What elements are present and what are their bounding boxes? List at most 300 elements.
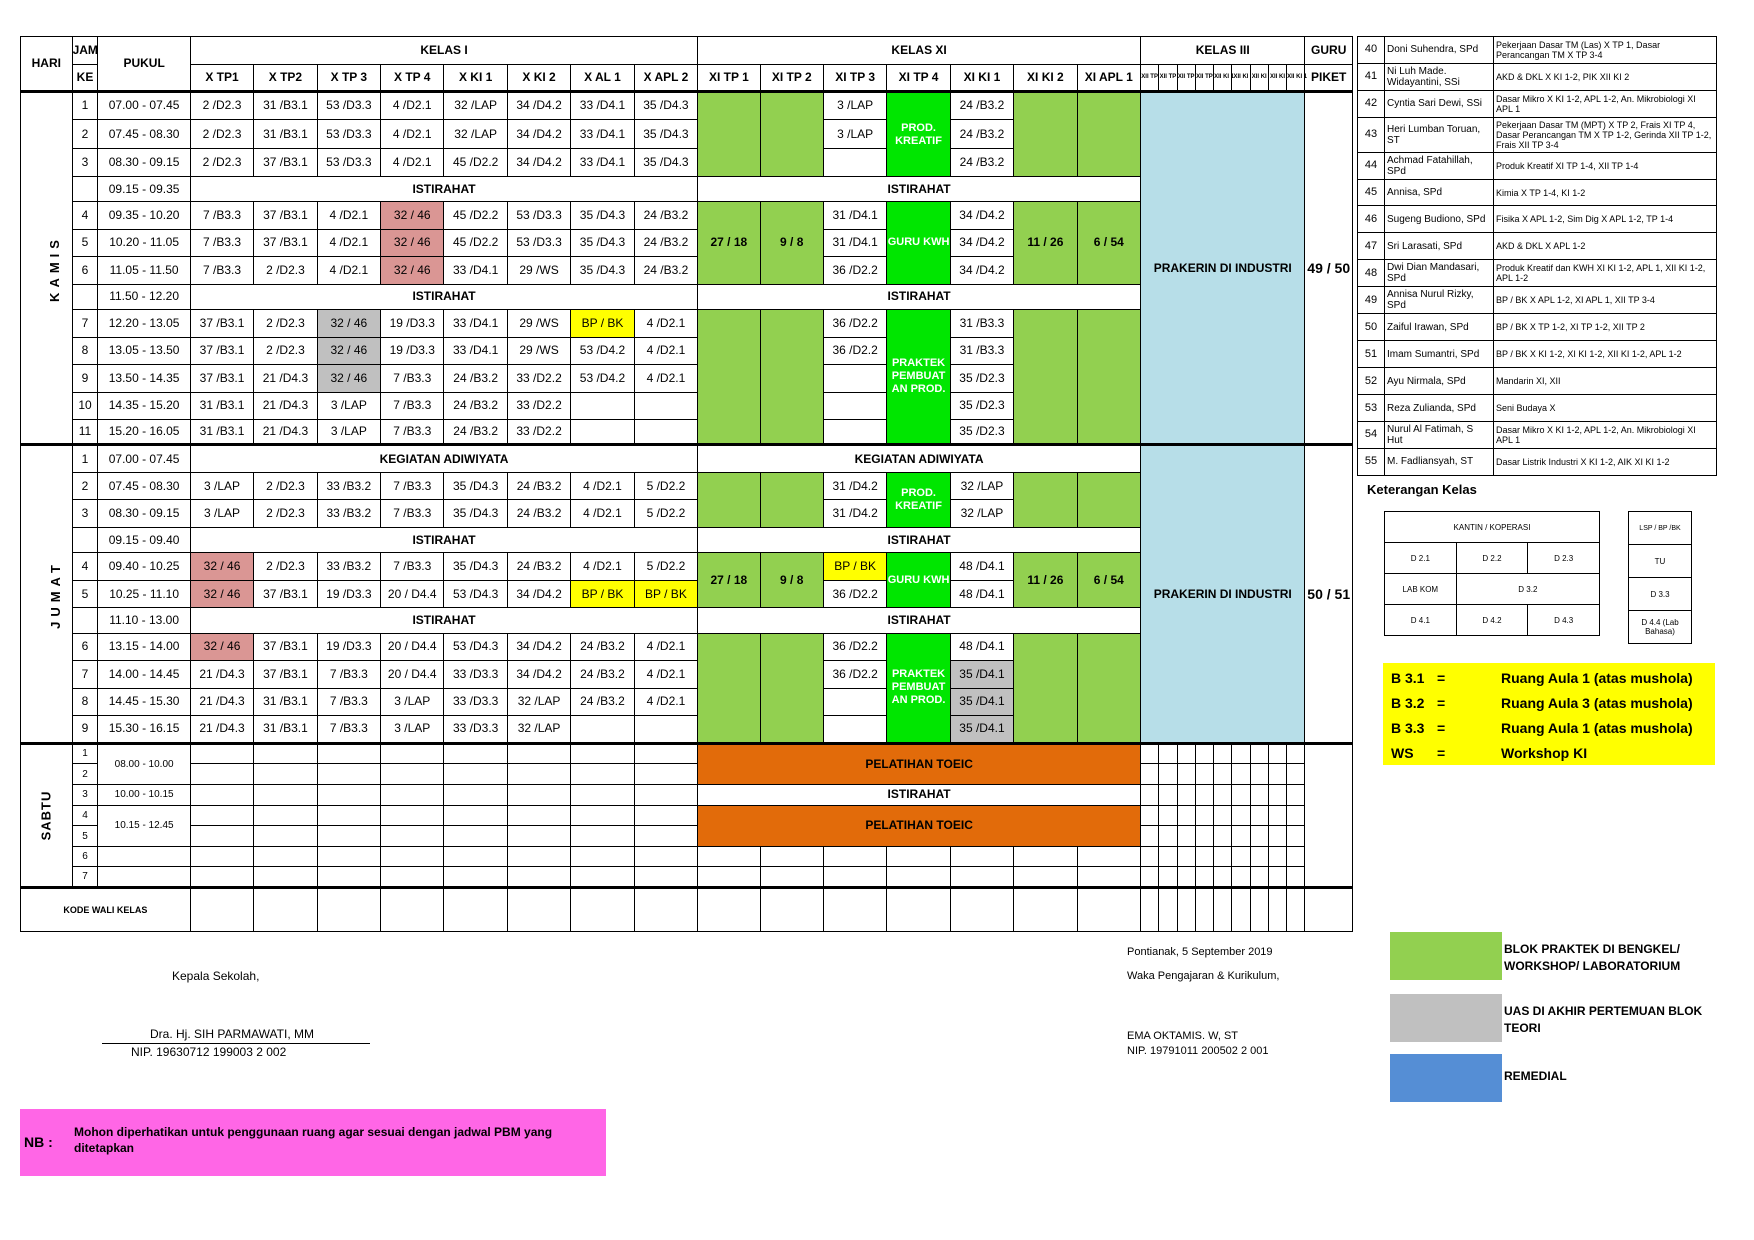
kode-cell — [1077, 888, 1140, 932]
schedule-cell — [444, 764, 507, 785]
teacher-row — [1358, 206, 1717, 233]
class-header: XII TP — [1177, 64, 1195, 92]
xi-cell: 9 / 8 — [760, 202, 823, 285]
class-header: XII KI 1 — [1214, 64, 1232, 92]
room-code: B 3.1 — [1391, 670, 1425, 686]
xii-cell — [1195, 805, 1213, 826]
schedule-cell: 2 /D2.3 — [254, 257, 317, 285]
schedule-cell — [507, 743, 570, 764]
teacher-number: 42 — [1358, 90, 1385, 117]
schedule-cell: 7 /B3.3 — [317, 661, 380, 689]
jam-ke — [72, 608, 98, 633]
xi-ki1-cell: 31 /B3.3 — [950, 310, 1013, 338]
schedule-cell — [507, 867, 570, 888]
schedule-cell: 35 /D4.3 — [571, 202, 634, 230]
xi-cell — [950, 867, 1013, 888]
xii-cell — [1232, 784, 1250, 805]
pukul: 11.50 - 12.20 — [98, 284, 190, 309]
teacher-subjects: Pekerjaan Dasar TM (Las) X TP 1, Dasar Perancangan TM X TP 3-4 — [1494, 37, 1717, 64]
schedule-cell: 4 /D2.1 — [381, 149, 444, 177]
schedule-cell — [190, 764, 253, 785]
schedule-cell — [254, 846, 317, 867]
xii-cell — [1268, 743, 1286, 764]
kode-cell — [760, 888, 823, 932]
xi-ki1-cell: 35 /D4.1 — [950, 688, 1013, 716]
schedule-cell — [190, 826, 253, 847]
schedule-cell: 35 /D4.3 — [571, 229, 634, 257]
jam-ke: 8 — [72, 337, 98, 365]
pukul: 09.35 - 10.20 — [98, 202, 190, 230]
class-header: X TP 3 — [317, 64, 380, 92]
class-header: XI TP 3 — [823, 64, 886, 92]
kode-cell — [444, 888, 507, 932]
schedule-cell: 32 /LAP — [444, 92, 507, 120]
schedule-cell: 35 /D4.3 — [444, 500, 507, 528]
schedule-cell: 29 /WS — [507, 337, 570, 365]
xii-cell — [1195, 867, 1213, 888]
schedule-cell: 32 / 46 — [317, 337, 380, 365]
plan-room: D 4.3 — [1528, 605, 1600, 636]
schedule-cell: 32 /LAP — [444, 119, 507, 149]
xi-tp3-cell — [823, 392, 886, 420]
class-header: X TP2 — [254, 64, 317, 92]
schedule-cell: 4 /D2.1 — [571, 553, 634, 581]
schedule-cell — [507, 846, 570, 867]
xii-cell — [1214, 826, 1232, 847]
break-label: ISTIRAHAT — [698, 284, 1141, 309]
kode-cell — [1232, 888, 1250, 932]
schedule-cell: 7 /B3.3 — [381, 553, 444, 581]
schedule-cell: 37 /B3.1 — [190, 337, 253, 365]
schedule-cell — [444, 743, 507, 764]
schedule-cell: 37 /B3.1 — [254, 633, 317, 661]
kode-cell — [1177, 888, 1195, 932]
schedule-cell — [317, 846, 380, 867]
schedule-cell: 7 /B3.3 — [381, 420, 444, 445]
xii-cell — [1177, 784, 1195, 805]
teacher-number: 49 — [1358, 287, 1385, 314]
xi-cell — [698, 310, 760, 445]
class-header: X KI 1 — [444, 64, 507, 92]
day-name: KAMIS — [46, 234, 62, 302]
kode-cell — [507, 888, 570, 932]
schedule-cell: 7 /B3.3 — [381, 472, 444, 500]
legend-swatch — [1390, 932, 1502, 980]
schedule-cell: 7 /B3.3 — [381, 392, 444, 420]
class-header: X APL 2 — [634, 64, 698, 92]
schedule-cell — [190, 784, 253, 805]
schedule-cell: 53 /D3.3 — [317, 119, 380, 149]
class-header: XII TP — [1141, 64, 1159, 92]
teacher-row — [1358, 152, 1717, 179]
kepala-name: Dra. Hj. SIH PARMAWATI, MM — [150, 1027, 314, 1041]
schedule-cell: 31 /B3.1 — [254, 688, 317, 716]
day-label — [21, 743, 73, 887]
xi-ki1-cell: 35 /D2.3 — [950, 365, 1013, 393]
teacher-name: Cyntia Sari Dewi, SSi — [1385, 90, 1494, 117]
xi-cell — [760, 867, 823, 888]
xii-cell — [1250, 867, 1268, 888]
floor-plan-side — [1628, 511, 1692, 644]
jam-ke: 5 — [72, 229, 98, 257]
kepala-title: Kepala Sekolah, — [172, 969, 260, 983]
schedule-cell: 37 /B3.1 — [254, 202, 317, 230]
pukul: 07.45 - 08.30 — [98, 119, 190, 149]
teacher-number: 52 — [1358, 368, 1385, 395]
break-label: ISTIRAHAT — [698, 176, 1141, 201]
kode-wali-label: KODE WALI KELAS — [21, 888, 191, 932]
schedule-cell: 37 /B3.1 — [190, 365, 253, 393]
floor-plan — [1384, 511, 1600, 636]
xii-cell — [1268, 867, 1286, 888]
schedule-cell: 2 /D2.3 — [254, 553, 317, 581]
xi-cell: 6 / 54 — [1077, 202, 1140, 285]
schedule-cell: 35 /D4.3 — [444, 472, 507, 500]
schedule-cell: 32 /LAP — [507, 716, 570, 744]
schedule-cell: 32 / 46 — [317, 310, 380, 338]
kode-cell — [571, 888, 634, 932]
teacher-subjects: BP / BK X TP 1-2, XI TP 1-2, XII TP 2 — [1494, 314, 1717, 341]
schedule-cell: 45 /D2.2 — [444, 149, 507, 177]
pukul — [98, 846, 190, 867]
schedule-cell — [571, 826, 634, 847]
xii-cell — [1177, 743, 1195, 764]
jam-ke: 1 — [72, 743, 98, 764]
schedule-cell — [190, 805, 253, 826]
xi-cell — [1014, 310, 1077, 445]
xi-ki1-cell: 35 /D2.3 — [950, 392, 1013, 420]
kode-cell — [950, 888, 1013, 932]
xii-cell — [1159, 846, 1177, 867]
teacher-name: Sugeng Budiono, SPd — [1385, 206, 1494, 233]
xi-ki1-cell: 48 /D4.1 — [950, 580, 1013, 608]
jam-ke: 3 — [72, 500, 98, 528]
kode-cell — [1268, 888, 1286, 932]
teacher-number: 43 — [1358, 117, 1385, 152]
schedule-cell — [190, 867, 253, 888]
schedule-cell — [634, 743, 698, 764]
schedule-cell — [254, 784, 317, 805]
schedule-cell: 33 /D2.2 — [507, 365, 570, 393]
xi-tp3-cell: 36 /D2.2 — [823, 661, 886, 689]
schedule-cell: 53 /D4.3 — [444, 633, 507, 661]
teacher-name: Zaiful Irawan, SPd — [1385, 314, 1494, 341]
note-text: Mohon diperhatikan untuk penggunaan ruang agar sesuai dengan jadwal PBM yang ditetapkan — [74, 1125, 553, 1155]
room-legend — [1383, 663, 1715, 765]
xi-tp4-block: GURU KWH — [887, 553, 950, 608]
xii-cell — [1287, 764, 1305, 785]
xi-cell — [760, 92, 823, 177]
class-header: X AL 1 — [571, 64, 634, 92]
schedule-cell: 34 /D4.2 — [507, 580, 570, 608]
xii-cell — [1214, 867, 1232, 888]
kode-cell — [1195, 888, 1213, 932]
xi-tp4-block: PRAKTEK PEMBUAT AN PROD. — [887, 310, 950, 445]
schedule-cell: 29 /WS — [507, 257, 570, 285]
schedule-cell: 24 /B3.2 — [571, 661, 634, 689]
room-desc: Ruang Aula 1 (atas mushola) — [1501, 670, 1693, 686]
waka-title: Waka Pengajaran & Kurikulum, — [1127, 970, 1280, 982]
xii-cell — [1268, 846, 1286, 867]
schedule-cell: 2 /D2.3 — [254, 472, 317, 500]
schedule-cell: 20 / D4.4 — [381, 661, 444, 689]
xi-cell: 11 / 26 — [1014, 553, 1077, 608]
class-header: X KI 2 — [507, 64, 570, 92]
xii-cell — [1268, 805, 1286, 826]
jam-ke: 8 — [72, 688, 98, 716]
xi-cell: 9 / 8 — [760, 553, 823, 608]
schedule-cell: 32 / 46 — [381, 202, 444, 230]
teacher-number: 55 — [1358, 448, 1385, 475]
break-label: ISTIRAHAT — [698, 527, 1141, 552]
schedule-cell: 3 /LAP — [381, 716, 444, 744]
schedule-cell: 4 /D2.1 — [571, 500, 634, 528]
xi-cell — [1014, 633, 1077, 743]
schedule-cell: 20 / D4.4 — [381, 580, 444, 608]
xi-ki1-cell: 35 /D4.1 — [950, 716, 1013, 744]
schedule-cell — [381, 846, 444, 867]
jam-ke: 11 — [72, 420, 98, 445]
jam-ke: 10 — [72, 392, 98, 420]
schedule-cell: 53 /D3.3 — [317, 149, 380, 177]
xi-tp3-cell: 36 /D2.2 — [823, 580, 886, 608]
legend-label: REMEDIAL — [1504, 1069, 1567, 1083]
xi-tp3-cell: 36 /D2.2 — [823, 257, 886, 285]
teacher-name: M. Fadliansyah, ST — [1385, 448, 1494, 475]
break-label: ISTIRAHAT — [698, 784, 1141, 805]
teacher-row — [1358, 117, 1717, 152]
xii-cell — [1141, 743, 1159, 764]
xii-cell — [1177, 764, 1195, 785]
schedule-cell: 24 /B3.2 — [571, 633, 634, 661]
xii-cell — [1232, 826, 1250, 847]
xii-cell — [1141, 846, 1159, 867]
xi-cell — [1077, 867, 1140, 888]
schedule-cell — [571, 784, 634, 805]
xii-cell — [1214, 743, 1232, 764]
schedule-cell: 2 /D2.3 — [190, 119, 253, 149]
teacher-number: 45 — [1358, 179, 1385, 206]
pukul: 15.30 - 16.15 — [98, 716, 190, 744]
kode-cell — [317, 888, 380, 932]
xi-cell — [1014, 472, 1077, 527]
schedule-cell: 4 /D2.1 — [381, 119, 444, 149]
plan-room: D 4.2 — [1456, 605, 1528, 636]
xi-tp4-block: PROD. KREATIF — [887, 472, 950, 527]
jam-ke — [72, 176, 98, 201]
pukul: 07.00 - 07.45 — [98, 445, 190, 473]
break-label: KEGIATAN ADIWIYATA — [698, 445, 1141, 473]
xi-cell — [698, 472, 760, 527]
xi-ki1-cell: 48 /D4.1 — [950, 633, 1013, 661]
room-desc: Workshop KI — [1501, 745, 1588, 761]
pukul: 11.10 - 13.00 — [98, 608, 190, 633]
xii-cell — [1159, 743, 1177, 764]
xi-cell — [823, 846, 886, 867]
schedule-cell: 33 /D4.1 — [571, 149, 634, 177]
xii-cell — [1268, 826, 1286, 847]
schedule-cell: 53 /D3.3 — [507, 202, 570, 230]
schedule-cell — [571, 846, 634, 867]
teacher-subjects: Produk Kreatif XI TP 1-4, XII TP 1-4 — [1494, 152, 1717, 179]
teacher-name: Doni Suhendra, SPd — [1385, 37, 1494, 64]
kode-cell — [1141, 888, 1159, 932]
room-row — [1383, 745, 1715, 767]
schedule-cell: 34 /D4.2 — [507, 661, 570, 689]
xii-cell — [1141, 764, 1159, 785]
xi-cell — [698, 92, 760, 177]
schedule-cell — [571, 420, 634, 445]
xi-tp3-cell: 31 /D4.2 — [823, 472, 886, 500]
schedule-cell: 4 /D2.1 — [634, 688, 698, 716]
pukul: 10.00 - 10.15 — [98, 784, 190, 805]
schedule-cell: 33 /B3.2 — [317, 500, 380, 528]
pukul: 10.15 - 12.45 — [98, 805, 190, 846]
schedule-cell — [507, 784, 570, 805]
schedule-cell: 32 / 46 — [317, 365, 380, 393]
schedule-cell — [254, 826, 317, 847]
xi-tp4-block: PROD. KREATIF — [887, 92, 950, 177]
xii-cell — [1232, 743, 1250, 764]
break-label: ISTIRAHAT — [190, 176, 697, 201]
pukul — [98, 867, 190, 888]
xii-cell — [1177, 826, 1195, 847]
class-header: XI APL 1 — [1077, 64, 1140, 92]
schedule-cell: 3 /LAP — [381, 688, 444, 716]
header-pukul: PUKUL — [98, 37, 190, 92]
xi-cell — [823, 867, 886, 888]
xii-cell — [1250, 764, 1268, 785]
xi-ki1-cell: 31 /B3.3 — [950, 337, 1013, 365]
schedule-cell: 24 /B3.2 — [507, 500, 570, 528]
schedule-cell: 34 /D4.2 — [507, 633, 570, 661]
schedule-cell: 45 /D2.2 — [444, 202, 507, 230]
side-room: TU — [1629, 545, 1692, 578]
teacher-subjects: Mandarin XI, XII — [1494, 368, 1717, 395]
xii-cell — [1177, 846, 1195, 867]
teacher-row — [1358, 341, 1717, 368]
xii-cell — [1250, 743, 1268, 764]
schedule-cell — [507, 764, 570, 785]
schedule-cell — [317, 764, 380, 785]
xi-ki1-cell: 34 /D4.2 — [950, 257, 1013, 285]
schedule-cell: 19 /D3.3 — [317, 580, 380, 608]
jam-ke: 6 — [72, 633, 98, 661]
class-header: XI TP 4 — [887, 64, 950, 92]
jam-ke — [72, 527, 98, 552]
schedule-cell: 4 /D2.1 — [317, 257, 380, 285]
pukul: 15.20 - 16.05 — [98, 420, 190, 445]
side-title: LSP / BP /BK — [1629, 512, 1692, 545]
xi-cell — [1077, 472, 1140, 527]
schedule-cell: 19 /D3.3 — [381, 310, 444, 338]
signature-line — [102, 1043, 370, 1044]
schedule-cell: 53 /D4.2 — [571, 337, 634, 365]
xii-cell — [1214, 846, 1232, 867]
schedule-cell — [317, 743, 380, 764]
plan-room: D 2.3 — [1528, 543, 1600, 574]
header-jam: JAM — [72, 37, 98, 65]
schedule-cell: 53 /D3.3 — [317, 92, 380, 120]
prakerin-block: PRAKERIN DI INDUSTRI — [1141, 445, 1305, 743]
schedule-cell: 33 /D3.3 — [444, 688, 507, 716]
schedule-cell: 5 /D2.2 — [634, 553, 698, 581]
schedule-cell: 2 /D2.3 — [254, 500, 317, 528]
schedule-cell: 3 /LAP — [190, 500, 253, 528]
jam-ke: 5 — [72, 826, 98, 847]
teacher-name: Ni Luh Made. Widayantini, SSi — [1385, 63, 1494, 90]
toeic-block: PELATIHAN TOEIC — [698, 805, 1141, 846]
schedule-cell: 24 /B3.2 — [444, 392, 507, 420]
xi-cell — [950, 846, 1013, 867]
xi-ki1-cell: 48 /D4.1 — [950, 553, 1013, 581]
teacher-name: Reza Zulianda, SPd — [1385, 395, 1494, 422]
schedule-cell — [254, 743, 317, 764]
schedule-cell — [381, 805, 444, 826]
xi-cell — [887, 867, 950, 888]
teacher-row — [1358, 368, 1717, 395]
kode-cell — [190, 888, 253, 932]
xi-cell — [760, 310, 823, 445]
xi-ki1-cell: 24 /B3.2 — [950, 92, 1013, 120]
schedule-cell — [571, 716, 634, 744]
teacher-number: 54 — [1358, 421, 1385, 448]
pukul: 10.25 - 11.10 — [98, 580, 190, 608]
schedule-cell — [381, 826, 444, 847]
legend-label: BLOK PRAKTEK DI BENGKEL/ WORKSHOP/ LABORATORIUM — [1504, 942, 1681, 973]
place-date: Pontianak, 5 September 2019 — [1127, 946, 1273, 958]
schedule-cell — [634, 392, 698, 420]
jam-ke: 3 — [72, 149, 98, 177]
schedule-cell: 53 /D3.3 — [507, 229, 570, 257]
schedule-cell: 2 /D2.3 — [190, 92, 253, 120]
teacher-row — [1358, 179, 1717, 206]
xi-ki1-cell: 34 /D4.2 — [950, 202, 1013, 230]
schedule-cell: BP / BK — [634, 580, 698, 608]
teacher-subjects: AKD & DKL X APL 1-2 — [1494, 233, 1717, 260]
schedule-cell — [444, 867, 507, 888]
xi-tp3-cell — [823, 365, 886, 393]
schedule-cell — [634, 764, 698, 785]
xi-tp4-block: GURU KWH — [887, 202, 950, 285]
schedule-cell — [317, 805, 380, 826]
piket-cell: 49 / 50 — [1305, 92, 1353, 445]
teacher-name: Achmad Fatahillah, SPd — [1385, 152, 1494, 179]
schedule-cell: 4 /D2.1 — [317, 202, 380, 230]
schedule-cell: 24 /B3.2 — [634, 202, 698, 230]
pukul: 14.35 - 15.20 — [98, 392, 190, 420]
jam-ke: 6 — [72, 257, 98, 285]
schedule-cell: 3 /LAP — [317, 392, 380, 420]
teacher-subjects: Dasar Mikro X KI 1-2, APL 1-2, An. Mikrobiologi XI APL 1 — [1494, 90, 1717, 117]
schedule-cell: 5 /D2.2 — [634, 500, 698, 528]
schedule-cell — [634, 805, 698, 826]
jam-ke: 4 — [72, 805, 98, 826]
kode-cell — [1014, 888, 1077, 932]
teacher-row — [1358, 287, 1717, 314]
jam-ke: 4 — [72, 553, 98, 581]
schedule-cell: 35 /D4.3 — [634, 119, 698, 149]
xi-tp3-cell: 36 /D2.2 — [823, 337, 886, 365]
jam-ke: 4 — [72, 202, 98, 230]
jam-ke: 9 — [72, 365, 98, 393]
schedule-cell — [254, 867, 317, 888]
kode-cell — [254, 888, 317, 932]
teacher-name: Dwi Dian Mandasari, SPd — [1385, 260, 1494, 287]
header-kelas11: KELAS XI — [698, 37, 1141, 65]
header-kelas3: KELAS III — [1141, 37, 1305, 65]
xii-cell — [1250, 846, 1268, 867]
